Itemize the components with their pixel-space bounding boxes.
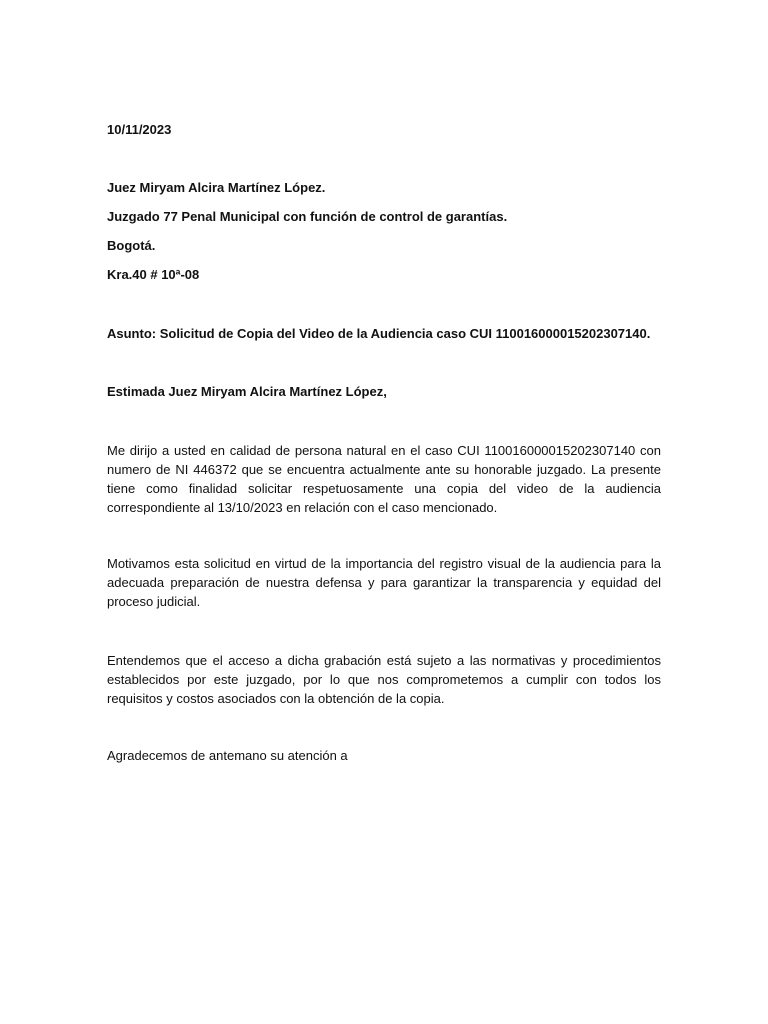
- body-paragraph-1: Me dirijo a usted en calidad de persona natural en el caso CUI 110016000015202307140 con numero de NI 446372 que se encuentra actualmente ante su honorable juzgado. La presente tiene como finalidad solicitar respetuosamente una copia del video de la audiencia correspondiente al 13/10/2023 en relación con el caso mencionado.: [107, 443, 661, 515]
- body-paragraph-2: Motivamos esta solicitud en virtud de la importancia del registro visual de la audiencia para la adecuada preparación de nuestra defensa y para garantizar la transparencia y equidad del proceso judicial.: [107, 556, 661, 609]
- recipient-address: Kra.40 # 10ª-08: [107, 267, 200, 282]
- recipient-court: Juzgado 77 Penal Municipal con función de control de garantías.: [107, 209, 508, 224]
- recipient-city: Bogotá.: [107, 238, 156, 253]
- recipient-name: Juez Miryam Alcira Martínez López.: [107, 180, 326, 195]
- body-paragraph-4: Agradecemos de antemano su atención a: [107, 748, 348, 763]
- letter-subject: Asunto: Solicitud de Copia del Video de la Audiencia caso CUI 110016000015202307140.: [107, 326, 651, 341]
- body-paragraph-3: Entendemos que el acceso a dicha grabación está sujeto a las normativas y procedimientos establecidos por este juzgado, por lo que nos comprometemos a cumplir con todos los requisitos y costos asociados con la obtención de la copia.: [107, 653, 661, 706]
- letter-greeting: Estimada Juez Miryam Alcira Martínez López,: [107, 384, 387, 399]
- letter-date: 10/11/2023: [107, 122, 172, 137]
